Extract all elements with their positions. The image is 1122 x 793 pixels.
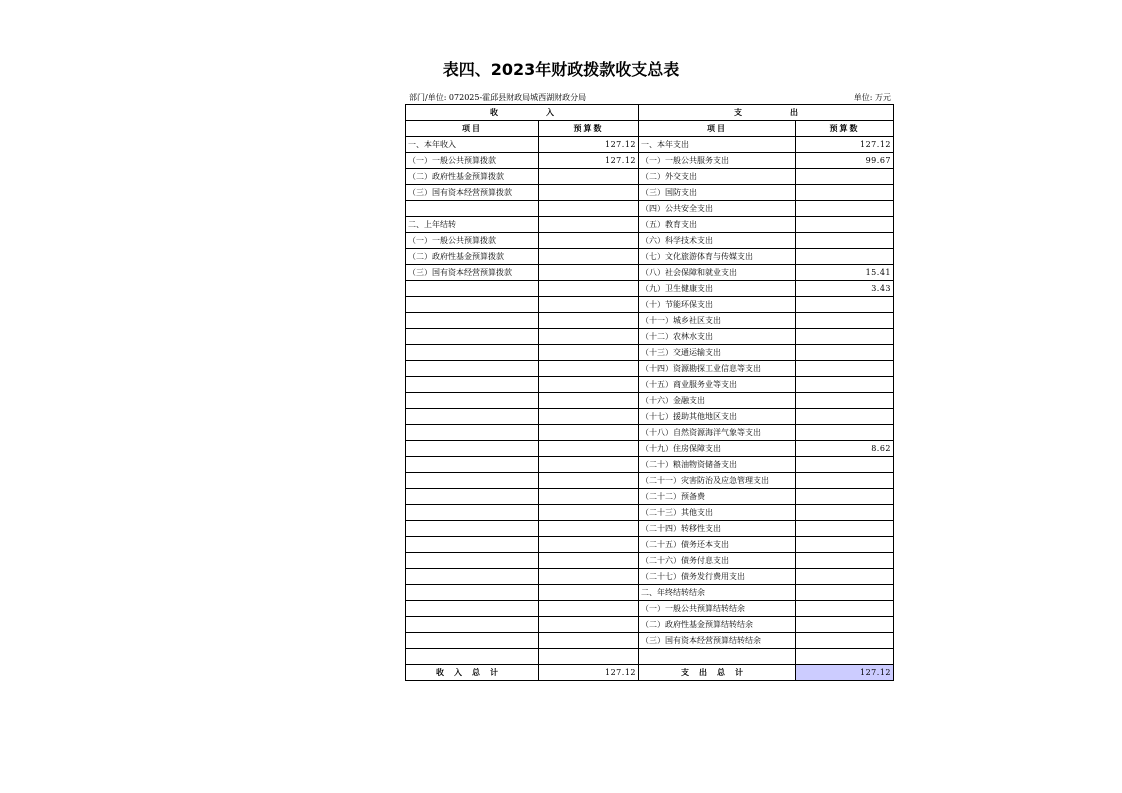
table-row [406,265,894,281]
expense-item-cell: （一）一般公共预算结转结余 [639,601,796,617]
income-amount-cell [539,249,639,265]
expense-item-cell: （十二）农林水支出 [639,329,796,345]
income-amount-cell [539,425,639,441]
income-amount-cell [539,329,639,345]
income-item-cell [406,489,539,505]
income-item-cell [406,345,539,361]
table-row [406,441,894,457]
expense-item-cell: （二十四）转移性支出 [639,521,796,537]
expense-amount-cell [796,537,894,553]
income-amount-cell [539,265,639,281]
table-row [406,505,894,521]
income-item-cell [406,393,539,409]
table-row [406,633,894,649]
table-row [406,233,894,249]
income-item-cell: （一）一般公共预算拨款 [406,233,539,249]
table-row [406,137,894,153]
expense-amount-cell [796,329,894,345]
expense-amount-cell [796,249,894,265]
expense-amount-cell [796,425,894,441]
expense-amount-cell [796,233,894,249]
table-row [406,649,894,665]
income-amount-cell [539,457,639,473]
expense-item-cell: （十八）自然资源海洋气象等支出 [639,425,796,441]
expense-amount-cell: 8.62 [796,441,894,457]
income-item-cell: （三）国有资本经营预算拨款 [406,265,539,281]
expense-amount-cell [796,585,894,601]
income-amount-cell: 127.12 [539,137,639,153]
expense-item-cell: （二）政府性基金预算结转结余 [639,617,796,633]
expense-item-cell: 一、本年支出 [639,137,796,153]
expense-item-cell: （二十）粮油物资储备支出 [639,457,796,473]
income-item-header: 项目 [406,121,539,137]
income-item-cell [406,617,539,633]
table-row [406,569,894,585]
income-amount-cell [539,441,639,457]
totals-row [406,665,894,681]
expense-section-header: 支 出 [639,105,894,121]
expense-amount-cell [796,489,894,505]
table-row [406,377,894,393]
table-row [406,345,894,361]
income-item-cell [406,201,539,217]
income-item-cell [406,297,539,313]
income-amount-cell [539,297,639,313]
expense-item-cell: （二十三）其他支出 [639,505,796,521]
income-item-cell [406,585,539,601]
expense-amount-cell: 99.67 [796,153,894,169]
expense-item-cell: （六）科学技术支出 [639,233,796,249]
expense-item-cell: （四）公共安全支出 [639,201,796,217]
income-item-cell: （一）一般公共预算拨款 [406,153,539,169]
income-item-cell [406,633,539,649]
income-item-cell [406,553,539,569]
expense-item-cell: （二十一）灾害防治及应急管理支出 [639,473,796,489]
expense-item-cell: （二十五）债务还本支出 [639,537,796,553]
table-row [406,537,894,553]
expense-item-cell: （二十七）债务发行费用支出 [639,569,796,585]
income-amount-cell [539,313,639,329]
expense-amount-cell [796,297,894,313]
expense-amount-cell [796,521,894,537]
expense-amount-cell [796,345,894,361]
income-amount-cell [539,185,639,201]
income-amount-header: 预算数 [539,121,639,137]
income-amount-cell [539,169,639,185]
budget-table [405,104,894,681]
income-item-cell [406,537,539,553]
income-item-cell: 一、本年收入 [406,137,539,153]
expense-item-cell: （十七）援助其他地区支出 [639,409,796,425]
expense-amount-cell [796,217,894,233]
income-item-cell: 二、上年结转 [406,217,539,233]
income-amount-cell: 127.12 [539,153,639,169]
table-row [406,425,894,441]
expense-amount-cell [796,313,894,329]
column-header-row [406,121,894,137]
expense-item-cell: （十）节能环保支出 [639,297,796,313]
table-row [406,473,894,489]
expense-item-cell: （二十二）预备费 [639,489,796,505]
income-item-cell [406,313,539,329]
table-row [406,409,894,425]
expense-item-cell: （九）卫生健康支出 [639,281,796,297]
income-amount-cell [539,281,639,297]
income-item-cell [406,505,539,521]
income-item-cell [406,361,539,377]
expense-amount-cell [796,617,894,633]
table-row [406,249,894,265]
income-item-cell: （三）国有资本经营预算拨款 [406,185,539,201]
table-row [406,281,894,297]
expense-item-cell: （二十六）债务付息支出 [639,553,796,569]
expense-item-cell: （十三）交通运输支出 [639,345,796,361]
expense-amount-cell [796,393,894,409]
income-item-cell [406,441,539,457]
income-amount-cell [539,601,639,617]
table-row [406,489,894,505]
income-item-cell [406,521,539,537]
expense-amount-cell [796,457,894,473]
expense-item-cell: （七）文化旅游体育与传媒支出 [639,249,796,265]
income-amount-cell [539,233,639,249]
income-item-cell [406,457,539,473]
table-row [406,169,894,185]
expense-item-cell: （十五）商业服务业等支出 [639,377,796,393]
expense-amount-cell [796,649,894,665]
income-amount-cell [539,345,639,361]
table-row [406,521,894,537]
expense-item-cell [639,649,796,665]
section-header-row [406,105,894,121]
income-item-cell [406,281,539,297]
expense-item-cell: （十六）金融支出 [639,393,796,409]
expense-item-cell: （五）教育支出 [639,217,796,233]
table-row [406,553,894,569]
expense-total-label: 支出总计 [639,665,796,681]
expense-item-cell: （十四）资源勘探工业信息等支出 [639,361,796,377]
income-item-cell: （二）政府性基金预算拨款 [406,249,539,265]
page-title: 表四、2023年财政拨款收支总表 [442,60,680,79]
expense-amount-cell [796,361,894,377]
expense-amount-cell [796,569,894,585]
expense-amount-cell: 15.41 [796,265,894,281]
expense-amount-cell [796,201,894,217]
income-item-cell [406,409,539,425]
income-amount-cell [539,409,639,425]
table-row [406,457,894,473]
expense-amount-cell [796,473,894,489]
expense-item-cell: （十一）城乡社区支出 [639,313,796,329]
expense-amount-cell [796,601,894,617]
table-row [406,393,894,409]
income-amount-cell [539,361,639,377]
table-row [406,313,894,329]
income-item-cell [406,425,539,441]
expense-total-amount: 127.12 [796,665,894,681]
income-amount-cell [539,585,639,601]
expense-amount-cell [796,377,894,393]
income-amount-cell [539,217,639,233]
income-amount-cell [539,489,639,505]
table-row [406,617,894,633]
expense-item-cell: 二、年终结转结余 [639,585,796,601]
income-item-cell [406,329,539,345]
income-item-cell [406,569,539,585]
income-amount-cell [539,521,639,537]
income-item-cell [406,601,539,617]
income-amount-cell [539,201,639,217]
expense-amount-cell [796,169,894,185]
table-row [406,329,894,345]
table-row [406,217,894,233]
table-row [406,601,894,617]
expense-amount-cell [796,505,894,521]
expense-amount-cell [796,553,894,569]
expense-item-cell: （二）外交支出 [639,169,796,185]
income-amount-cell [539,377,639,393]
expense-amount-cell [796,185,894,201]
income-amount-cell [539,473,639,489]
unit-label: 单位: 万元 [853,93,891,102]
income-item-cell [406,473,539,489]
income-total-label: 收入总计 [406,665,539,681]
expense-amount-header: 预算数 [796,121,894,137]
income-section-header: 收 入 [406,105,639,121]
expense-amount-cell: 3.43 [796,281,894,297]
table-row [406,297,894,313]
expense-item-cell: （三）国有资本经营预算结转结余 [639,633,796,649]
income-item-cell [406,649,539,665]
income-item-cell [406,377,539,393]
department-label: 部门/单位: 072025-霍邱县财政局城西湖财政分局 [409,93,587,102]
expense-item-cell: （三）国防支出 [639,185,796,201]
income-amount-cell [539,537,639,553]
income-amount-cell [539,393,639,409]
expense-item-cell: （一）一般公共服务支出 [639,153,796,169]
income-amount-cell [539,633,639,649]
income-item-cell: （二）政府性基金预算拨款 [406,169,539,185]
income-total-amount: 127.12 [539,665,639,681]
income-amount-cell [539,569,639,585]
expense-amount-cell: 127.12 [796,137,894,153]
expense-item-cell: （八）社会保障和就业支出 [639,265,796,281]
table-row [406,201,894,217]
income-amount-cell [539,617,639,633]
expense-amount-cell [796,633,894,649]
expense-amount-cell [796,409,894,425]
table-row [406,185,894,201]
table-row [406,585,894,601]
income-amount-cell [539,553,639,569]
income-amount-cell [539,505,639,521]
income-amount-cell [539,649,639,665]
table-row [406,361,894,377]
expense-item-header: 项目 [639,121,796,137]
expense-item-cell: （十九）住房保障支出 [639,441,796,457]
table-row [406,153,894,169]
